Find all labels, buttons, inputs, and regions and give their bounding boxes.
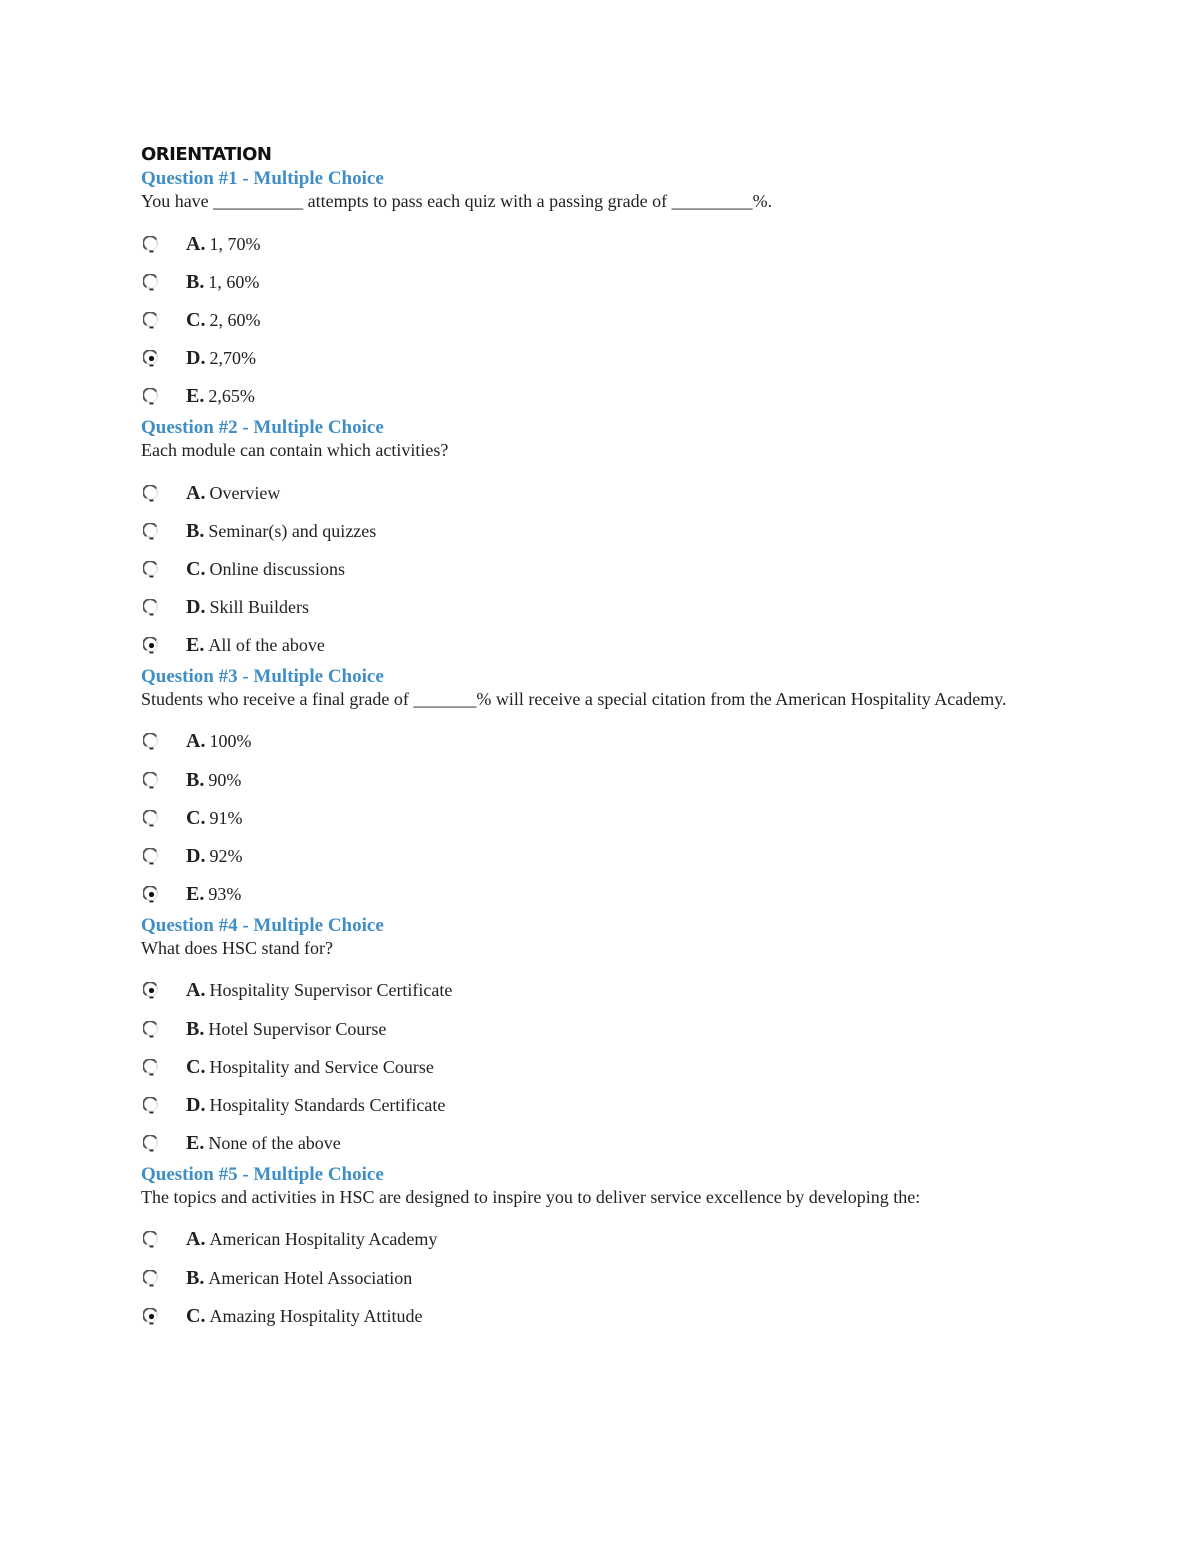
answer-option[interactable]	[141, 627, 1041, 665]
option-letter: A.	[186, 1228, 206, 1251]
answer-option[interactable]	[141, 1048, 1041, 1086]
option-text: 2, 60%	[209, 309, 261, 330]
question-block	[141, 167, 1041, 416]
option-letter: C.	[186, 1055, 206, 1078]
option-letter: B.	[186, 1017, 205, 1040]
answer-option[interactable]	[141, 340, 1041, 378]
option-letter: D.	[186, 596, 206, 619]
question-block	[141, 665, 1041, 914]
option-text: Skill Builders	[209, 597, 309, 618]
radio-unselected-icon[interactable]	[143, 236, 160, 253]
option-letter: B.	[186, 519, 205, 542]
answer-option[interactable]	[141, 1259, 1041, 1297]
option-text: Hospitality Standards Certificate	[209, 1094, 446, 1115]
answer-option[interactable]	[141, 225, 1041, 263]
radio-unselected-icon[interactable]	[143, 485, 160, 502]
option-letter: D.	[186, 1093, 206, 1116]
answer-option[interactable]	[141, 589, 1041, 627]
question-title: Question #5 - Multiple Choice	[141, 1163, 384, 1185]
option-letter: A.	[186, 730, 206, 753]
radio-unselected-icon[interactable]	[143, 1059, 160, 1076]
option-text: Hospitality Supervisor Certificate	[209, 980, 453, 1001]
answer-option[interactable]	[141, 799, 1041, 837]
option-letter: C.	[186, 1304, 206, 1327]
answer-options	[141, 972, 1041, 1163]
option-letter: B.	[186, 1266, 205, 1289]
option-letter: C.	[186, 557, 206, 580]
option-text: Online discussions	[209, 558, 345, 579]
radio-unselected-icon[interactable]	[143, 810, 160, 827]
answer-option[interactable]	[141, 474, 1041, 512]
option-text: 1, 70%	[209, 233, 261, 254]
option-text: 90%	[208, 769, 242, 790]
option-text: 93%	[208, 884, 242, 905]
option-letter: C.	[186, 806, 206, 829]
answer-option[interactable]	[141, 263, 1041, 301]
option-text: None of the above	[208, 1133, 341, 1154]
question-title: Question #1 - Multiple Choice	[141, 168, 384, 189]
question-text: You have __________ attempts to pass each quiz with a passing grade of _________%.	[141, 191, 773, 211]
quiz-document	[141, 143, 1041, 1335]
question-title: Question #2 - Multiple Choice	[141, 416, 384, 438]
radio-unselected-icon[interactable]	[143, 561, 160, 578]
answer-options	[141, 474, 1041, 665]
option-text: All of the above	[208, 635, 325, 656]
radio-unselected-icon[interactable]	[143, 1270, 160, 1287]
answer-option[interactable]	[141, 837, 1041, 875]
option-text: 1, 60%	[208, 271, 260, 292]
radio-selected-icon[interactable]	[143, 350, 160, 367]
option-letter: D.	[186, 845, 206, 868]
option-text: Seminar(s) and quizzes	[208, 520, 377, 541]
answer-option[interactable]	[141, 512, 1041, 550]
question-block	[141, 416, 1041, 665]
option-letter: E.	[186, 883, 205, 906]
option-letter: C.	[186, 308, 206, 331]
option-text: 92%	[209, 846, 243, 867]
radio-unselected-icon[interactable]	[143, 1021, 160, 1038]
answer-option[interactable]	[141, 1010, 1041, 1048]
answer-option[interactable]	[141, 378, 1041, 416]
answer-option[interactable]	[141, 1297, 1041, 1335]
radio-unselected-icon[interactable]	[143, 1097, 160, 1114]
option-letter: E.	[186, 1132, 205, 1155]
question-list	[141, 167, 1041, 1335]
radio-unselected-icon[interactable]	[143, 1231, 160, 1248]
question-block	[141, 914, 1041, 1163]
answer-options	[141, 1221, 1041, 1336]
question-text: The topics and activities in HSC are designed to inspire you to deliver service excellence by developing the:	[141, 1186, 921, 1207]
option-text: American Hotel Association	[208, 1267, 413, 1288]
radio-unselected-icon[interactable]	[143, 274, 160, 291]
option-text: Hotel Supervisor Course	[208, 1018, 387, 1039]
radio-unselected-icon[interactable]	[143, 523, 160, 540]
option-letter: B.	[186, 768, 205, 791]
option-text: Hospitality and Service Course	[209, 1056, 434, 1077]
answer-option[interactable]	[141, 550, 1041, 588]
answer-option[interactable]	[141, 761, 1041, 799]
page-title: ORIENTATION	[141, 144, 272, 165]
option-letter: D.	[186, 347, 206, 370]
radio-unselected-icon[interactable]	[143, 312, 160, 329]
radio-unselected-icon[interactable]	[143, 733, 160, 750]
option-text: Amazing Hospitality Attitude	[209, 1305, 423, 1326]
radio-unselected-icon[interactable]	[143, 848, 160, 865]
option-letter: A.	[186, 979, 206, 1002]
answer-option[interactable]	[141, 876, 1041, 914]
question-text: Each module can contain which activities?	[141, 439, 449, 460]
option-letter: E.	[186, 634, 205, 657]
answer-option[interactable]	[141, 723, 1041, 761]
option-letter: B.	[186, 270, 205, 293]
option-text: 2,65%	[208, 386, 255, 407]
question-title: Question #4 - Multiple Choice	[141, 914, 384, 936]
radio-unselected-icon[interactable]	[143, 1135, 160, 1152]
question-title: Question #3 - Multiple Choice	[141, 665, 384, 687]
option-letter: A.	[186, 481, 206, 504]
radio-selected-icon[interactable]	[143, 637, 160, 654]
answer-option[interactable]	[141, 1221, 1041, 1259]
radio-unselected-icon[interactable]	[143, 388, 160, 405]
answer-option[interactable]	[141, 1125, 1041, 1163]
option-text: 2,70%	[209, 348, 256, 369]
radio-unselected-icon[interactable]	[143, 772, 160, 789]
radio-unselected-icon[interactable]	[143, 599, 160, 616]
question-text: Students who receive a final grade of _______% will receive a special citation from the American Hospitality Academy.	[141, 688, 1007, 709]
option-text: 100%	[209, 731, 252, 752]
radio-selected-icon[interactable]	[143, 982, 160, 999]
answer-options	[141, 225, 1041, 416]
question-block	[141, 1163, 1041, 1336]
answer-option[interactable]	[141, 972, 1041, 1010]
radio-selected-icon[interactable]	[143, 1308, 160, 1325]
option-text: Overview	[209, 482, 281, 503]
radio-selected-icon[interactable]	[143, 886, 160, 903]
option-text: American Hospitality Academy	[209, 1229, 438, 1250]
answer-options	[141, 723, 1041, 914]
answer-option[interactable]	[141, 1086, 1041, 1124]
question-text: What does HSC stand for?	[141, 937, 333, 958]
option-text: 91%	[209, 807, 243, 828]
option-letter: E.	[186, 385, 205, 408]
option-letter: A.	[186, 232, 206, 255]
answer-option[interactable]	[141, 301, 1041, 339]
